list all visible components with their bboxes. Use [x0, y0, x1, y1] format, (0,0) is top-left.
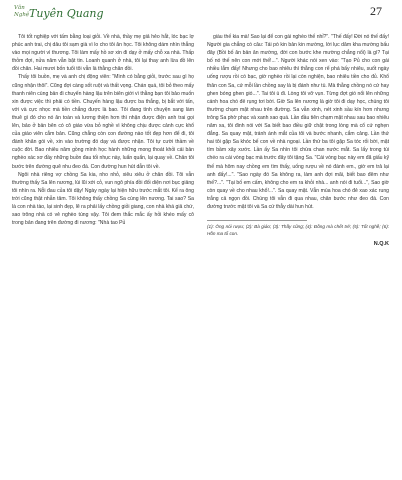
paragraph: Ngôi nhà riêng vợ chồng Sa kia, nho nhỏ, xiêu xiêu ở chân đồi. Tôi vẫn thường thấy Sa lên nương, lùi lũi xới cỏ, vun ngô phía đồi đối diện nơi bục giảng tôi nhìn ra. Nỗi đau của tôi dậy! Ngày ngày lại hiện hữu trước mắt tôi. Kể ra ông trời cũng thật nhẫn tâm. Tôi không thấy chồng Sa cùng lên nương. Tai sao? Sa là con nhà tào, lại sinh đẹp, lẽ ra phải lấy chồng giỏi giang, con nhà khá giả chứ, sao trông nhà có vẻ nghèo túng vậy. Tôi đem thắc mắc ấy hỏi khéo mấy cô trong bản đang trên đường đi nương: "Nhà tao Pủ — [12, 171, 194, 227]
logo-main-text: Tuyên Quang — [29, 7, 104, 20]
page-number: 27 — [370, 4, 382, 18]
footnote — [207, 223, 389, 237]
paragraph: giàu thế kia mà! Sao lại để con gái nghèo thế nhỉ?". "Thế đấy! Đời nó thế đấy! Người gia chẳng có câu: Tái pò kin bản kin mường, lời lục dâm kha mường bấu đây (Bồi bố ăn bản ăn mường, đời con bước khe mường chẳng nổi) là gì? Tại bố nó thế nên con mới thế!...". Người khác nói xen vào: "Tạo Pủ cho con gái nhiều lắm đấy! Nhưng cho bao nhiêu thì thằng con rể phá bấy nhiêu, suốt ngày uống rượu rồi có bạc, giờ nghèo rồi lại còn nghiện, bao nhiêu tiền cho đủ. Khổ thân con Sa, cứ mỗi lần chồng say là bị đánh như tù. Mà thằng chồng nó cứ hay ghen bóng ghen gió...". Tai tôi ù đi. Lòng tôi vỡ vụn. Từng đợt gió nổi lên những cánh hoa chó đẻ rụng tơi bời. Giờ Sa lên nương là giờ tôi đi dạy học, chúng tôi thường chạm mặt nhau trên đường. Sa vẫn xinh, nét xinh sầu kín hơn nhưng trông Sa phờ phạc và xanh xao quá. Lần đầu tiên chạm mặt nhau sau bao nhiêu năm xa, tôi đinh nói với Sa biết bao điều giữ chặt trong lòng mà cổ cứ nghẹn đắng. Sa quay mặt, tránh ánh mắt của tôi và bước nhanh, cắm cảng. Lần thứ hai tôi gặp Sa khóc bế con về nhà ngoại. Lần thứ ba tôi gặp Sa tóc rối bời, mặt tím bầm xây xước. Lần ấy Sa nhìn tôi chừa chan nước mắt. Sa lấy trong túi chéo ra cái vòng bạc mà trước đây tôi tặng Sa. "Cái vòng bạc này em đã giấu kỹ thế mà hôm nay chồng em tìm thấy, uống rượu về nó đánh em., giờ em trả lại anh đấy!...". "Sao ngày đó Sa không ra, làm anh đợi mãi, biết bao đêm như thế?...". "Tại bố em cấm, không cho em ra khỏi nhà... anh nói đi tuổi...", Sao giờ còn quay về cho nhau khổ!...". Sa quay mặt. Vẫn mùa hoa chó đẻ xao xác rung trắng cả ngọn đồi. Chúng tôi vẫn đi qua nhau, chân bước như đeo đá. Con đường trước mặt tôi và Sa cứ thẳy dài hun hút. — [207, 34, 389, 210]
page-header — [0, 0, 402, 30]
left-column — [12, 33, 194, 473]
logo-small-text-1: Văn — [14, 5, 25, 11]
paragraph: Thấy tôi buồn, mẹ và anh chị động viên: "Mình có bằng giỏi, trước sau gì họ cũng nhận thôi". Cũng đợi càng sốt ruột và thất vọng. Chán quá, tôi bỏ theo mấy thanh niên cùng bản đi chuyển hàng lậu trên biên giới vì thằng bạn tôi bảo muốn xin được việc thì phải có tiền. Chuyến hàng lậu được ba thắng, bị bắt với tấn, với và cực nhọc mà tiền chẳng được là bao. Tôi đang tính chuyện sang làm thuê gì đó cho nó ăn toàn và lương thiện hơn thì nhận được điện anh trai gọi lên, bảo ở bản bên có cô giáo vừa bỏ nghề vì không chịu được cảnh cực khổ của giáo viên cắm bản. Cũng chẳng còn con đường nào tốt đẹp hơn để đi, tôi đành khăn gói về, xin vào trường đó dạy và được nhận. Tôi tự cười thầm về cuộc đời. Bao nhiêu năm gồng mình học hành những mong thoát khỏi cái bản nghèo xác xơ đầy những buồn đau tối nhục này, luẩn quẩn, lại quay về. Chân tôi bước trên đường quê nhu đeo đá. Con đường hun hút dẫn tôi về. — [12, 74, 194, 170]
paragraph: Tôi tốt nghiệp với tấm bằng loại giỏi. Về nhà, thầy mẹ giả hẻo hắt, lóc bạc lợ phúc anh trai, chị dâu tôi sạm già vì lo cho tôi ăn học. Tôi không dám nhìn thẳng vào mọi người vì thương. Tôi làm mấy hồ sơ xin đi dạy ở mấy chỗ xa nhà. Thấp thỏm đợi, nửa năm vẫn bặt tin. Loanh quanh ở nhà, tôi lại thay anh lừa đồ lên đồi chăn. Hai mươi bốn tuổi tôi vẫn là thằng chăn đồi. — [12, 34, 194, 73]
magazine-logo — [14, 4, 114, 26]
right-column — [207, 33, 389, 473]
logo-small-text-2: Nghệ — [14, 12, 30, 18]
footnote-text: (1): Ông nói rượu; (2): Bà giáo; (3): Thầy cũng; (4): Đồng mà chết trẻ; (5): Tốt nghề; (6): Hồn ma tổ con. — [207, 224, 389, 237]
footnote-divider — [207, 220, 307, 221]
author-signature: N.Q.K — [373, 241, 389, 248]
